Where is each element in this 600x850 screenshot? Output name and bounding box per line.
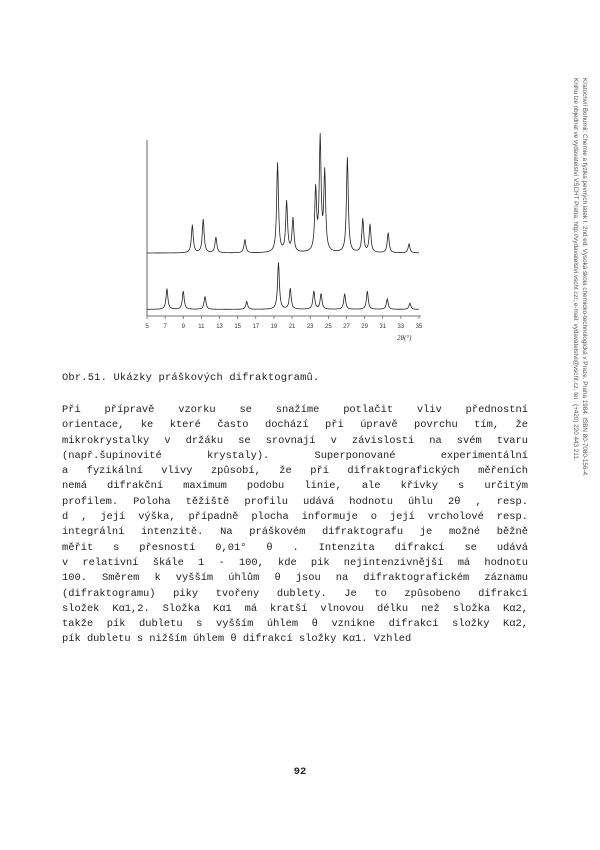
x-tick-label: 9	[181, 324, 185, 330]
x-tick-label: 7	[163, 324, 167, 330]
paragraph-line: (např.šupinovité krystaly). Superponované experimentální	[62, 449, 528, 462]
figure-caption: Obr.51. Ukázky práškových difraktogramů.	[62, 372, 320, 384]
side-citation	[568, 78, 588, 698]
paragraph-line: mikrokrystalky v držáku se srovnají v závislosti na svém tvaru	[62, 434, 528, 447]
x-tick-label: 19	[270, 324, 278, 330]
diffractogram-figure	[135, 130, 425, 350]
paragraph-line: d , její výška, případně plocha informuje o její vrcholové resp.	[62, 511, 528, 524]
x-tick-label: 13	[216, 324, 223, 330]
paragraph-line: měřit s přesností 0,01° θ . Intenzita difrakcí se udává	[62, 541, 528, 554]
x-tick-label: 15	[234, 324, 242, 330]
x-tick-label: 27	[343, 324, 350, 330]
x-tick-label: 17	[252, 324, 260, 330]
paragraph-line: pík dubletu s nižším úhlem θ difrakcí složky Kα1. Vzhled	[62, 633, 412, 646]
paragraph-line: v relativní škále 1 - 100, kde pik nejintenzivnější má hodnotu	[62, 556, 528, 569]
x-tick-label: 25	[324, 324, 332, 330]
paragraph-line: profilem. Poloha těžiště profilu udává hodnotu úhlu 2θ , resp.	[62, 495, 528, 508]
page-number: 92	[293, 766, 307, 778]
paragraph-line: složek Kα1,2. Složka Kα1 má kratší vlnovou délku než složka Kα2,	[62, 602, 528, 615]
x-tick-label: 33	[397, 324, 405, 330]
x-axis-ticks	[145, 316, 423, 330]
lower-trace	[147, 262, 419, 309]
x-tick-label: 21	[288, 324, 296, 330]
x-axis-unit-label: 2θ(°)	[397, 334, 412, 342]
x-tick-label: 23	[306, 324, 314, 330]
diffractogram-plot	[135, 130, 425, 350]
paragraph-line: a fyzikální vlivy způsobí, že při difraktografických měřeních	[62, 465, 528, 478]
x-tick-label: 5	[145, 324, 149, 330]
paragraph-line: (difraktogramu) piky tvořeny dublety. Je to způsobeno difrakcí	[62, 587, 528, 600]
paragraph-line: nemá difrakční maximum podobu linie, ale křivky s určitým	[62, 480, 528, 493]
paragraph-line: orientace, ke které často dochází při úpravě povrchu tím, že	[62, 419, 528, 432]
upper-trace	[147, 133, 419, 253]
x-tick-label: 29	[361, 324, 368, 330]
ordering-line: Knihu lze objednat ve vydavatelství VŠCHT Praha, http://vydavatelstvi.vscht.cz/, e-mail: vydavatelstvi@vscht.cz, tel.: (+420) 220 443 211.	[572, 78, 579, 461]
paragraph-line: 100. Směrem k vyšším úhlům θ jsou na difraktografickém záznamu	[62, 572, 528, 585]
x-tick-label: 35	[415, 324, 423, 330]
paragraph-line: Při přípravě vzorku se snažíme potlačit vliv přednostní	[62, 404, 528, 416]
x-tick-label: 31	[379, 324, 387, 330]
body-paragraph	[62, 403, 528, 648]
paragraph-line: integrální intenzitě. Na práškovém difraktografu je možné běžně	[62, 526, 528, 539]
x-tick-label: 11	[198, 324, 205, 330]
paragraph-line: takže pík dubletu s vyšším úhlem θ vznikne difrakcí složky Kα2,	[62, 618, 528, 631]
citation-line: Kratochvíl Bohumil: Chemie a fyzika pevných látek I. 2nd ed. Vysoká škola chemicko-technologická v Praze, Praha 1984. ISBN 80-7080-156-4.	[581, 78, 588, 477]
